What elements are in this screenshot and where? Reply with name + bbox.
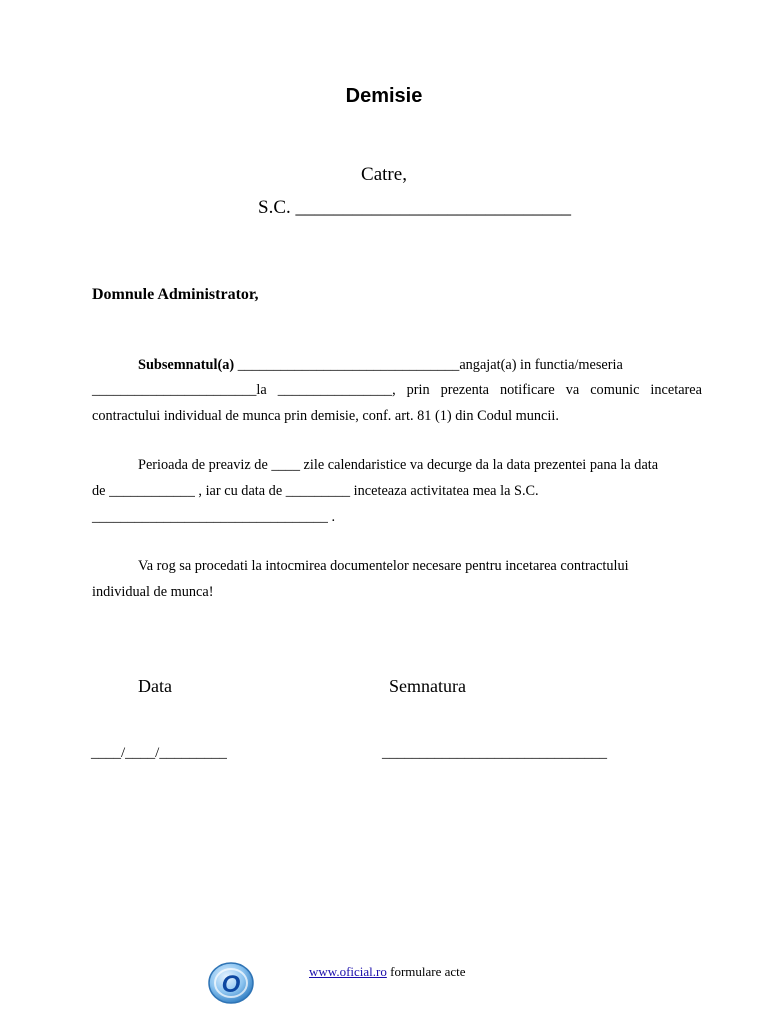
footer-text: formulare acte — [386, 964, 466, 979]
date-label: Data — [138, 676, 172, 696]
signature-blank: ______________________________ — [382, 745, 607, 761]
paragraph-line: contractului individual de munca prin demisie, conf. art. 81 (1) din Codul muncii. — [92, 408, 559, 424]
document-title: Demisie — [345, 85, 423, 107]
recipient-company-line: S.C. _____________________________ — [258, 197, 571, 218]
recipient-prefix: Catre, — [361, 164, 407, 185]
employee-label: Subsemnatul(a) — [138, 357, 235, 373]
paragraph-line — [92, 352, 623, 378]
paragraph-line: _________________________________ . — [92, 509, 336, 525]
logo-letter: O — [221, 971, 241, 998]
footer-caption — [309, 964, 466, 980]
paragraph-line: Perioada de preaviz de ____ zile calendaristice va decurge da la data prezentei pana la data — [138, 457, 659, 473]
signature-label: Semnatura — [389, 676, 466, 696]
paragraph-line: _______________________la ________________, prin prezenta notificare va comunic incetarea — [92, 382, 702, 398]
paragraph-line: de ____________ , iar cu data de _________ inceteaza activitatea mea la S.C. — [92, 483, 539, 499]
paragraph-line: individual de munca! — [92, 584, 214, 600]
oficial-website-link[interactable]: www.oficial.ro — [309, 964, 387, 979]
date-blank: ____/____/_________ — [91, 745, 227, 761]
paragraph-line: Va rog sa procedati la intocmirea documentelor necesare pentru incetarea contractului — [138, 558, 629, 574]
salutation: Domnule Administrator, — [92, 286, 259, 303]
oficial-logo-icon — [207, 961, 255, 1005]
employee-name-blank: _______________________________angajat(a) in functia/meseria — [234, 357, 623, 373]
